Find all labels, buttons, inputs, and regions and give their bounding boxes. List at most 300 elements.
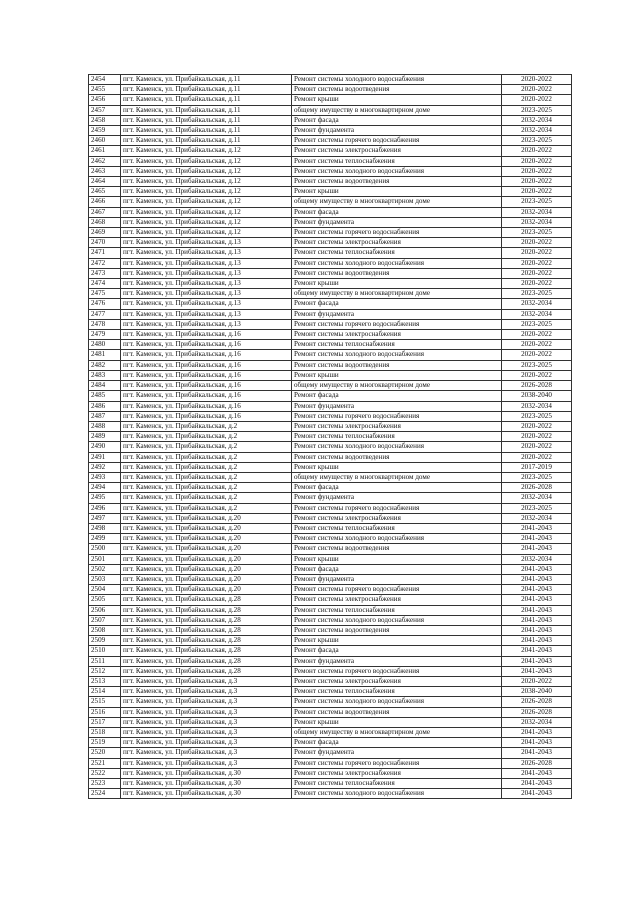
table-row bbox=[89, 779, 572, 789]
period-cell: 2020-2022 bbox=[502, 238, 572, 248]
address-cell: пгт. Каменск, ул. Прибайкальская, д.16 bbox=[121, 360, 292, 370]
address-cell: пгт. Каменск, ул. Прибайкальская, д.16 bbox=[121, 340, 292, 350]
table-row bbox=[89, 350, 572, 360]
work-type-cell: общему имуществу в многоквартирном доме bbox=[292, 105, 502, 115]
row-number: 2494 bbox=[89, 483, 121, 493]
address-cell: пгт. Каменск, ул. Прибайкальская, д.13 bbox=[121, 289, 292, 299]
work-type-cell: Ремонт фасада bbox=[292, 564, 502, 574]
address-cell: пгт. Каменск, ул. Прибайкальская, д.28 bbox=[121, 615, 292, 625]
row-number: 2466 bbox=[89, 197, 121, 207]
row-number: 2516 bbox=[89, 707, 121, 717]
table-row bbox=[89, 381, 572, 391]
work-type-cell: Ремонт фасада bbox=[292, 115, 502, 125]
row-number: 2522 bbox=[89, 768, 121, 778]
address-cell: пгт. Каменск, ул. Прибайкальская, д.13 bbox=[121, 238, 292, 248]
row-number: 2460 bbox=[89, 136, 121, 146]
row-number: 2458 bbox=[89, 115, 121, 125]
address-cell: пгт. Каменск, ул. Прибайкальская, д.28 bbox=[121, 636, 292, 646]
table-row bbox=[89, 768, 572, 778]
period-cell: 2023-2025 bbox=[502, 136, 572, 146]
period-cell: 2041-2043 bbox=[502, 564, 572, 574]
period-cell: 2041-2043 bbox=[502, 534, 572, 544]
period-cell: 2020-2022 bbox=[502, 340, 572, 350]
work-type-cell: Ремонт системы водоотведения bbox=[292, 85, 502, 95]
address-cell: пгт. Каменск, ул. Прибайкальская, д.12 bbox=[121, 166, 292, 176]
address-cell: пгт. Каменск, ул. Прибайкальская, д.28 bbox=[121, 605, 292, 615]
table-row bbox=[89, 534, 572, 544]
address-cell: пгт. Каменск, ул. Прибайкальская, д.13 bbox=[121, 279, 292, 289]
table-row bbox=[89, 707, 572, 717]
work-type-cell: Ремонт системы теплоснабжения bbox=[292, 248, 502, 258]
work-type-cell: Ремонт системы электроснабжения bbox=[292, 146, 502, 156]
table-row bbox=[89, 207, 572, 217]
period-cell: 2041-2043 bbox=[502, 748, 572, 758]
row-number: 2475 bbox=[89, 289, 121, 299]
address-cell: пгт. Каменск, ул. Прибайкальская, д.20 bbox=[121, 585, 292, 595]
work-type-cell: общему имуществу в многоквартирном доме bbox=[292, 728, 502, 738]
period-cell: 2020-2022 bbox=[502, 268, 572, 278]
row-number: 2486 bbox=[89, 401, 121, 411]
work-type-cell: общему имуществу в многоквартирном доме bbox=[292, 381, 502, 391]
period-cell: 2032-2034 bbox=[502, 126, 572, 136]
address-cell: пгт. Каменск, ул. Прибайкальская, д.11 bbox=[121, 105, 292, 115]
period-cell: 2041-2043 bbox=[502, 595, 572, 605]
work-type-cell: Ремонт крыши bbox=[292, 370, 502, 380]
period-cell: 2032-2034 bbox=[502, 717, 572, 727]
row-number: 2500 bbox=[89, 544, 121, 554]
address-cell: пгт. Каменск, ул. Прибайкальская, д.16 bbox=[121, 370, 292, 380]
work-type-cell: Ремонт системы электроснабжения bbox=[292, 421, 502, 431]
period-cell: 2041-2043 bbox=[502, 789, 572, 799]
address-cell: пгт. Каменск, ул. Прибайкальская, д.16 bbox=[121, 391, 292, 401]
repair-schedule-table bbox=[88, 74, 572, 799]
period-cell: 2020-2022 bbox=[502, 676, 572, 686]
address-cell: пгт. Каменск, ул. Прибайкальская, д.16 bbox=[121, 411, 292, 421]
address-cell: пгт. Каменск, ул. Прибайкальская, д.28 bbox=[121, 666, 292, 676]
table-row bbox=[89, 432, 572, 442]
address-cell: пгт. Каменск, ул. Прибайкальская, д.2 bbox=[121, 493, 292, 503]
table-row bbox=[89, 758, 572, 768]
address-cell: пгт. Каменск, ул. Прибайкальская, д.2 bbox=[121, 483, 292, 493]
work-type-cell: Ремонт фундамента bbox=[292, 493, 502, 503]
table-row bbox=[89, 636, 572, 646]
period-cell: 2041-2043 bbox=[502, 544, 572, 554]
table-row bbox=[89, 411, 572, 421]
period-cell: 2020-2022 bbox=[502, 370, 572, 380]
address-cell: пгт. Каменск, ул. Прибайкальская, д.13 bbox=[121, 268, 292, 278]
row-number: 2472 bbox=[89, 258, 121, 268]
table-row bbox=[89, 503, 572, 513]
work-type-cell: общему имуществу в многоквартирном доме bbox=[292, 472, 502, 482]
period-cell: 2020-2022 bbox=[502, 187, 572, 197]
period-cell: 2023-2025 bbox=[502, 411, 572, 421]
work-type-cell: Ремонт фасада bbox=[292, 646, 502, 656]
address-cell: пгт. Каменск, ул. Прибайкальская, д.2 bbox=[121, 421, 292, 431]
period-cell: 2020-2022 bbox=[502, 452, 572, 462]
table-body bbox=[89, 75, 572, 799]
row-number: 2455 bbox=[89, 85, 121, 95]
address-cell: пгт. Каменск, ул. Прибайкальская, д.12 bbox=[121, 187, 292, 197]
row-number: 2487 bbox=[89, 411, 121, 421]
period-cell: 2032-2034 bbox=[502, 309, 572, 319]
table-row bbox=[89, 789, 572, 799]
work-type-cell: Ремонт фундамента bbox=[292, 401, 502, 411]
row-number: 2503 bbox=[89, 574, 121, 584]
period-cell: 2041-2043 bbox=[502, 666, 572, 676]
row-number: 2511 bbox=[89, 656, 121, 666]
work-type-cell: Ремонт системы водоотведения bbox=[292, 452, 502, 462]
address-cell: пгт. Каменск, ул. Прибайкальская, д.20 bbox=[121, 513, 292, 523]
row-number: 2509 bbox=[89, 636, 121, 646]
work-type-cell: Ремонт крыши bbox=[292, 279, 502, 289]
work-type-cell: Ремонт системы водоотведения bbox=[292, 707, 502, 717]
work-type-cell: Ремонт системы водоотведения bbox=[292, 360, 502, 370]
row-number: 2462 bbox=[89, 156, 121, 166]
address-cell: пгт. Каменск, ул. Прибайкальская, д.3 bbox=[121, 676, 292, 686]
row-number: 2467 bbox=[89, 207, 121, 217]
row-number: 2519 bbox=[89, 738, 121, 748]
table-row bbox=[89, 177, 572, 187]
table-row bbox=[89, 279, 572, 289]
table-row bbox=[89, 330, 572, 340]
table-row bbox=[89, 391, 572, 401]
address-cell: пгт. Каменск, ул. Прибайкальская, д.28 bbox=[121, 646, 292, 656]
row-number: 2505 bbox=[89, 595, 121, 605]
row-number: 2518 bbox=[89, 728, 121, 738]
address-cell: пгт. Каменск, ул. Прибайкальская, д.16 bbox=[121, 401, 292, 411]
work-type-cell: Ремонт системы холодного водоснабжения bbox=[292, 789, 502, 799]
row-number: 2479 bbox=[89, 330, 121, 340]
work-type-cell: Ремонт системы холодного водоснабжения bbox=[292, 442, 502, 452]
table-row bbox=[89, 95, 572, 105]
row-number: 2483 bbox=[89, 370, 121, 380]
work-type-cell: Ремонт системы водоотведения bbox=[292, 177, 502, 187]
row-number: 2469 bbox=[89, 228, 121, 238]
period-cell: 2023-2025 bbox=[502, 360, 572, 370]
period-cell: 2041-2043 bbox=[502, 615, 572, 625]
table-row bbox=[89, 728, 572, 738]
row-number: 2515 bbox=[89, 697, 121, 707]
work-type-cell: Ремонт фасада bbox=[292, 483, 502, 493]
table-row bbox=[89, 462, 572, 472]
period-cell: 2023-2025 bbox=[502, 228, 572, 238]
table-row bbox=[89, 340, 572, 350]
work-type-cell: Ремонт фундамента bbox=[292, 217, 502, 227]
work-type-cell: Ремонт системы теплоснабжения bbox=[292, 432, 502, 442]
address-cell: пгт. Каменск, ул. Прибайкальская, д.16 bbox=[121, 381, 292, 391]
period-cell: 2026-2028 bbox=[502, 758, 572, 768]
address-cell: пгт. Каменск, ул. Прибайкальская, д.3 bbox=[121, 738, 292, 748]
work-type-cell: Ремонт крыши bbox=[292, 462, 502, 472]
work-type-cell: Ремонт крыши bbox=[292, 554, 502, 564]
row-number: 2493 bbox=[89, 472, 121, 482]
table-row bbox=[89, 309, 572, 319]
work-type-cell: Ремонт системы горячего водоснабжения bbox=[292, 503, 502, 513]
row-number: 2507 bbox=[89, 615, 121, 625]
period-cell: 2023-2025 bbox=[502, 319, 572, 329]
row-number: 2457 bbox=[89, 105, 121, 115]
row-number: 2476 bbox=[89, 299, 121, 309]
table-row bbox=[89, 248, 572, 258]
address-cell: пгт. Каменск, ул. Прибайкальская, д.20 bbox=[121, 564, 292, 574]
table-row bbox=[89, 319, 572, 329]
work-type-cell: Ремонт системы горячего водоснабжения bbox=[292, 228, 502, 238]
work-type-cell: Ремонт системы горячего водоснабжения bbox=[292, 319, 502, 329]
work-type-cell: Ремонт фундамента bbox=[292, 574, 502, 584]
address-cell: пгт. Каменск, ул. Прибайкальская, д.16 bbox=[121, 350, 292, 360]
table-row bbox=[89, 697, 572, 707]
period-cell: 2041-2043 bbox=[502, 779, 572, 789]
period-cell: 2041-2043 bbox=[502, 646, 572, 656]
table-row bbox=[89, 615, 572, 625]
period-cell: 2023-2025 bbox=[502, 197, 572, 207]
work-type-cell: Ремонт системы водоотведения bbox=[292, 268, 502, 278]
table-row bbox=[89, 676, 572, 686]
period-cell: 2032-2034 bbox=[502, 217, 572, 227]
work-type-cell: Ремонт системы теплоснабжения bbox=[292, 156, 502, 166]
table-row bbox=[89, 656, 572, 666]
table-row bbox=[89, 370, 572, 380]
work-type-cell: Ремонт фасада bbox=[292, 207, 502, 217]
address-cell: пгт. Каменск, ул. Прибайкальская, д.3 bbox=[121, 687, 292, 697]
table-row bbox=[89, 217, 572, 227]
address-cell: пгт. Каменск, ул. Прибайкальская, д.12 bbox=[121, 217, 292, 227]
table-row bbox=[89, 625, 572, 635]
address-cell: пгт. Каменск, ул. Прибайкальская, д.3 bbox=[121, 748, 292, 758]
address-cell: пгт. Каменск, ул. Прибайкальская, д.12 bbox=[121, 207, 292, 217]
table-row bbox=[89, 574, 572, 584]
table-row bbox=[89, 605, 572, 615]
address-cell: пгт. Каменск, ул. Прибайкальская, д.2 bbox=[121, 432, 292, 442]
address-cell: пгт. Каменск, ул. Прибайкальская, д.12 bbox=[121, 156, 292, 166]
table-row bbox=[89, 187, 572, 197]
period-cell: 2032-2034 bbox=[502, 401, 572, 411]
period-cell: 2032-2034 bbox=[502, 513, 572, 523]
address-cell: пгт. Каменск, ул. Прибайкальская, д.20 bbox=[121, 523, 292, 533]
row-number: 2459 bbox=[89, 126, 121, 136]
row-number: 2480 bbox=[89, 340, 121, 350]
work-type-cell: Ремонт системы горячего водоснабжения bbox=[292, 411, 502, 421]
row-number: 2510 bbox=[89, 646, 121, 656]
period-cell: 2017-2019 bbox=[502, 462, 572, 472]
row-number: 2478 bbox=[89, 319, 121, 329]
work-type-cell: Ремонт крыши bbox=[292, 717, 502, 727]
table-row bbox=[89, 289, 572, 299]
work-type-cell: Ремонт системы холодного водоснабжения bbox=[292, 534, 502, 544]
period-cell: 2032-2034 bbox=[502, 299, 572, 309]
address-cell: пгт. Каменск, ул. Прибайкальская, д.12 bbox=[121, 197, 292, 207]
period-cell: 2038-2040 bbox=[502, 687, 572, 697]
period-cell: 2020-2022 bbox=[502, 350, 572, 360]
work-type-cell: Ремонт фасада bbox=[292, 391, 502, 401]
period-cell: 2023-2025 bbox=[502, 472, 572, 482]
table-row bbox=[89, 687, 572, 697]
row-number: 2461 bbox=[89, 146, 121, 156]
period-cell: 2020-2022 bbox=[502, 177, 572, 187]
period-cell: 2032-2034 bbox=[502, 554, 572, 564]
work-type-cell: Ремонт системы горячего водоснабжения bbox=[292, 758, 502, 768]
period-cell: 2026-2028 bbox=[502, 707, 572, 717]
address-cell: пгт. Каменск, ул. Прибайкальская, д.2 bbox=[121, 503, 292, 513]
table-row bbox=[89, 360, 572, 370]
table-row bbox=[89, 523, 572, 533]
row-number: 2481 bbox=[89, 350, 121, 360]
row-number: 2495 bbox=[89, 493, 121, 503]
table-row bbox=[89, 493, 572, 503]
work-type-cell: Ремонт системы холодного водоснабжения bbox=[292, 615, 502, 625]
work-type-cell: Ремонт системы электроснабжения bbox=[292, 238, 502, 248]
work-type-cell: Ремонт системы горячего водоснабжения bbox=[292, 585, 502, 595]
period-cell: 2020-2022 bbox=[502, 146, 572, 156]
period-cell: 2026-2028 bbox=[502, 483, 572, 493]
work-type-cell: Ремонт системы холодного водоснабжения bbox=[292, 697, 502, 707]
address-cell: пгт. Каменск, ул. Прибайкальская, д.28 bbox=[121, 656, 292, 666]
work-type-cell: Ремонт фундамента bbox=[292, 656, 502, 666]
row-number: 2463 bbox=[89, 166, 121, 176]
period-cell: 2020-2022 bbox=[502, 279, 572, 289]
period-cell: 2041-2043 bbox=[502, 605, 572, 615]
period-cell: 2032-2034 bbox=[502, 493, 572, 503]
row-number: 2464 bbox=[89, 177, 121, 187]
table-row bbox=[89, 544, 572, 554]
table-row bbox=[89, 646, 572, 656]
address-cell: пгт. Каменск, ул. Прибайкальская, д.20 bbox=[121, 574, 292, 584]
row-number: 2514 bbox=[89, 687, 121, 697]
row-number: 2504 bbox=[89, 585, 121, 595]
address-cell: пгт. Каменск, ул. Прибайкальская, д.30 bbox=[121, 789, 292, 799]
row-number: 2499 bbox=[89, 534, 121, 544]
period-cell: 2041-2043 bbox=[502, 523, 572, 533]
row-number: 2454 bbox=[89, 75, 121, 85]
address-cell: пгт. Каменск, ул. Прибайкальская, д.12 bbox=[121, 177, 292, 187]
period-cell: 2023-2025 bbox=[502, 503, 572, 513]
row-number: 2517 bbox=[89, 717, 121, 727]
period-cell: 2026-2028 bbox=[502, 697, 572, 707]
row-number: 2474 bbox=[89, 279, 121, 289]
row-number: 2496 bbox=[89, 503, 121, 513]
row-number: 2471 bbox=[89, 248, 121, 258]
address-cell: пгт. Каменск, ул. Прибайкальская, д.3 bbox=[121, 717, 292, 727]
row-number: 2498 bbox=[89, 523, 121, 533]
table-row bbox=[89, 115, 572, 125]
row-number: 2484 bbox=[89, 381, 121, 391]
table-row bbox=[89, 156, 572, 166]
address-cell: пгт. Каменск, ул. Прибайкальская, д.2 bbox=[121, 452, 292, 462]
work-type-cell: Ремонт системы теплоснабжения bbox=[292, 523, 502, 533]
table-row bbox=[89, 595, 572, 605]
table-row bbox=[89, 666, 572, 676]
table-row bbox=[89, 564, 572, 574]
table-row bbox=[89, 554, 572, 564]
work-type-cell: Ремонт фасада bbox=[292, 738, 502, 748]
period-cell: 2041-2043 bbox=[502, 656, 572, 666]
work-type-cell: Ремонт системы теплоснабжения bbox=[292, 605, 502, 615]
address-cell: пгт. Каменск, ул. Прибайкальская, д.3 bbox=[121, 697, 292, 707]
period-cell: 2038-2040 bbox=[502, 391, 572, 401]
row-number: 2468 bbox=[89, 217, 121, 227]
address-cell: пгт. Каменск, ул. Прибайкальская, д.11 bbox=[121, 136, 292, 146]
address-cell: пгт. Каменск, ул. Прибайкальская, д.20 bbox=[121, 554, 292, 564]
address-cell: пгт. Каменск, ул. Прибайкальская, д.30 bbox=[121, 768, 292, 778]
period-cell: 2023-2025 bbox=[502, 105, 572, 115]
table-row bbox=[89, 401, 572, 411]
row-number: 2508 bbox=[89, 625, 121, 635]
table-row bbox=[89, 585, 572, 595]
row-number: 2513 bbox=[89, 676, 121, 686]
row-number: 2524 bbox=[89, 789, 121, 799]
work-type-cell: Ремонт системы электроснабжения bbox=[292, 595, 502, 605]
period-cell: 2020-2022 bbox=[502, 75, 572, 85]
row-number: 2456 bbox=[89, 95, 121, 105]
period-cell: 2020-2022 bbox=[502, 432, 572, 442]
period-cell: 2032-2034 bbox=[502, 207, 572, 217]
work-type-cell: Ремонт системы электроснабжения bbox=[292, 676, 502, 686]
table-row bbox=[89, 197, 572, 207]
address-cell: пгт. Каменск, ул. Прибайкальская, д.13 bbox=[121, 248, 292, 258]
table-row bbox=[89, 85, 572, 95]
period-cell: 2026-2028 bbox=[502, 381, 572, 391]
table-row bbox=[89, 748, 572, 758]
row-number: 2521 bbox=[89, 758, 121, 768]
period-cell: 2041-2043 bbox=[502, 728, 572, 738]
address-cell: пгт. Каменск, ул. Прибайкальская, д.20 bbox=[121, 534, 292, 544]
period-cell: 2032-2034 bbox=[502, 115, 572, 125]
period-cell: 2041-2043 bbox=[502, 738, 572, 748]
table-row bbox=[89, 126, 572, 136]
work-type-cell: Ремонт системы водоотведения bbox=[292, 544, 502, 554]
address-cell: пгт. Каменск, ул. Прибайкальская, д.2 bbox=[121, 472, 292, 482]
row-number: 2492 bbox=[89, 462, 121, 472]
work-type-cell: Ремонт фасада bbox=[292, 299, 502, 309]
period-cell: 2020-2022 bbox=[502, 330, 572, 340]
address-cell: пгт. Каменск, ул. Прибайкальская, д.12 bbox=[121, 228, 292, 238]
row-number: 2512 bbox=[89, 666, 121, 676]
address-cell: пгт. Каменск, ул. Прибайкальская, д.2 bbox=[121, 462, 292, 472]
work-type-cell: Ремонт крыши bbox=[292, 187, 502, 197]
period-cell: 2020-2022 bbox=[502, 166, 572, 176]
work-type-cell: Ремонт крыши bbox=[292, 636, 502, 646]
work-type-cell: Ремонт системы теплоснабжения bbox=[292, 340, 502, 350]
table-row bbox=[89, 75, 572, 85]
address-cell: пгт. Каменск, ул. Прибайкальская, д.16 bbox=[121, 330, 292, 340]
work-type-cell: Ремонт системы холодного водоснабжения bbox=[292, 75, 502, 85]
address-cell: пгт. Каменск, ул. Прибайкальская, д.11 bbox=[121, 115, 292, 125]
address-cell: пгт. Каменск, ул. Прибайкальская, д.28 bbox=[121, 595, 292, 605]
table-row bbox=[89, 166, 572, 176]
period-cell: 2020-2022 bbox=[502, 442, 572, 452]
work-type-cell: общему имуществу в многоквартирном доме bbox=[292, 197, 502, 207]
table-row bbox=[89, 238, 572, 248]
row-number: 2482 bbox=[89, 360, 121, 370]
period-cell: 2020-2022 bbox=[502, 95, 572, 105]
period-cell: 2041-2043 bbox=[502, 768, 572, 778]
address-cell: пгт. Каменск, ул. Прибайкальская, д.13 bbox=[121, 299, 292, 309]
table-row bbox=[89, 513, 572, 523]
address-cell: пгт. Каменск, ул. Прибайкальская, д.20 bbox=[121, 544, 292, 554]
period-cell: 2020-2022 bbox=[502, 421, 572, 431]
table-row bbox=[89, 442, 572, 452]
work-type-cell: Ремонт системы горячего водоснабжения bbox=[292, 666, 502, 676]
address-cell: пгт. Каменск, ул. Прибайкальская, д.3 bbox=[121, 707, 292, 717]
table-row bbox=[89, 228, 572, 238]
work-type-cell: Ремонт системы холодного водоснабжения bbox=[292, 258, 502, 268]
row-number: 2520 bbox=[89, 748, 121, 758]
table-row bbox=[89, 136, 572, 146]
address-cell: пгт. Каменск, ул. Прибайкальская, д.3 bbox=[121, 758, 292, 768]
row-number: 2491 bbox=[89, 452, 121, 462]
work-type-cell: общему имуществу в многоквартирном доме bbox=[292, 289, 502, 299]
address-cell: пгт. Каменск, ул. Прибайкальская, д.13 bbox=[121, 309, 292, 319]
